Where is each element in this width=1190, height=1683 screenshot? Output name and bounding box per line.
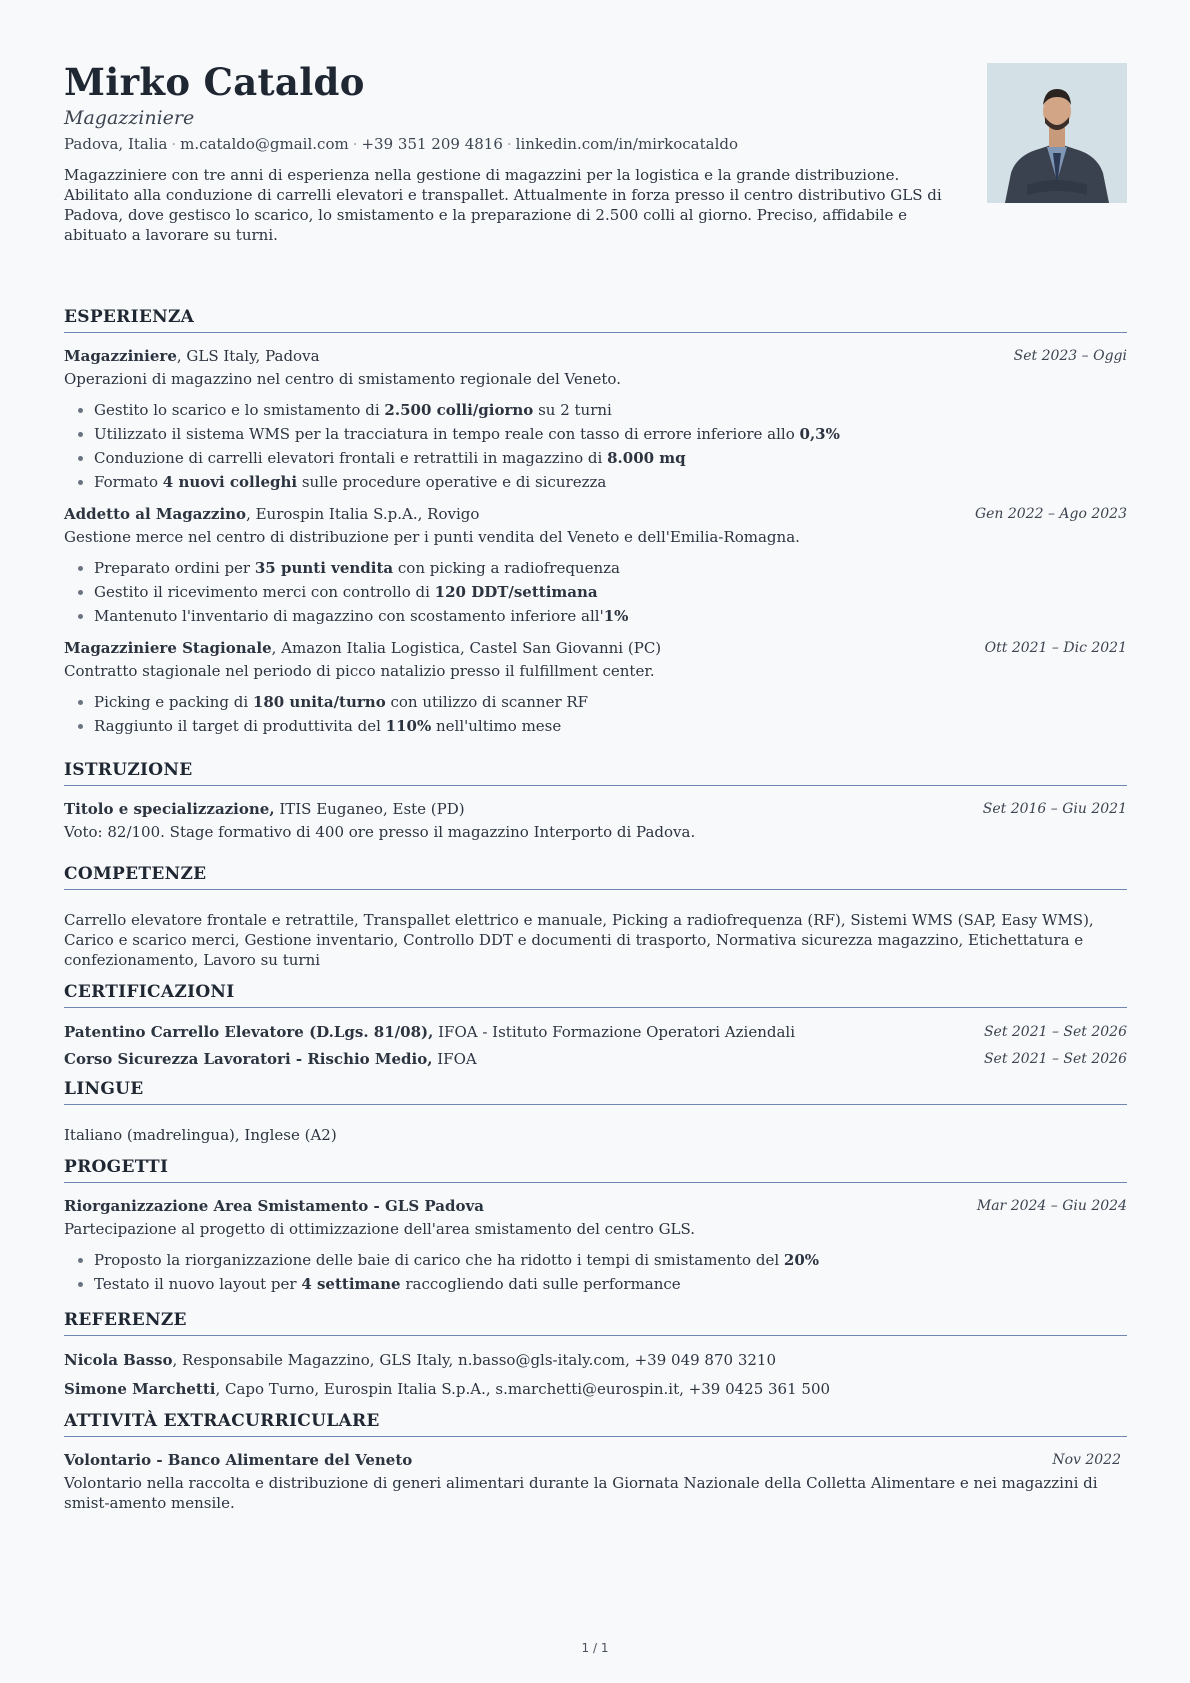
entry-header [64, 638, 1127, 658]
project-description: Partecipazione al progetto di ottimizzazione dell'area smistamento del centro GLS. [64, 1220, 696, 1238]
entry-description: Gestione merce nel centro di distribuzione per i punti vendita del Veneto e dell'Emilia-Romagna. [64, 528, 800, 546]
entry-header [64, 504, 1127, 524]
project-achievements [64, 1248, 1127, 1296]
contact-linkedin[interactable]: linkedin.com/in/mirkocataldo [515, 135, 738, 153]
project-date: Mar 2024 – Giu 2024 [976, 1198, 1127, 1214]
references-section [64, 1310, 1127, 1399]
entry-description: Contratto stagionale nel periodo di picco natalizio presso il fulfillment center. [64, 662, 655, 680]
achievement-item: • Proposto la riorganizzazione delle baie di carico che ha ridotto i tempi di smistamento del 20% [94, 1248, 1127, 1272]
certification-issuer: IFOA - Istituto Formazione Operatori Aziendali [433, 1023, 796, 1041]
achievement-item: • Preparato ordini per 35 punti vendita con picking a radiofrequenza [94, 556, 1127, 580]
entry-description: Voto: 82/100. Stage formativo di 400 ore presso il magazzino Interporto di Padova. [64, 823, 696, 841]
experience-entry [64, 504, 1127, 628]
languages-list: Italiano (madrelingua), Inglese (A2) [64, 1126, 337, 1144]
entry-header [64, 799, 1127, 819]
extracurricular-entry [64, 1450, 1127, 1513]
entry-role: Magazziniere [64, 347, 177, 365]
activity-name: Volontario - Banco Alimentare del Veneto [64, 1451, 413, 1469]
projects-heading: PROGETTI [64, 1157, 1127, 1183]
job-title: Magazziniere [64, 107, 195, 129]
contact-separator: · [171, 135, 177, 153]
skills-list: Carrello elevatore frontale e retrattile, Transpallet elettrico e manuale, Picking a radiofrequenza (RF), Sistemi WMS (SAP, Easy WMS), Carico e scarico merci, Gestione inventario, Controllo DDT e documenti di trasporto, Normativa sicurezza magazzino, Etichettatura e confezionamento, Lavoro su turni [64, 911, 1094, 969]
entry-header [64, 346, 1127, 366]
entry-role: Magazziniere Stagionale [64, 639, 272, 657]
skills-heading: COMPETENZE [64, 864, 1127, 890]
achievement-list [64, 398, 1127, 494]
entry-date: Ott 2021 – Dic 2021 [984, 640, 1127, 656]
activity-description: Volontario nella raccolta e distribuzione di generi alimentari durante la Giornata Nazionale della Colletta Alimentare e nei magazzini di smist-amento mensile. [64, 1474, 1098, 1512]
education-heading: ISTRUZIONE [64, 760, 1127, 786]
entry-school: ITIS Euganeo, Este (PD) [274, 800, 465, 818]
achievement-item: • Utilizzato il sistema WMS per la tracciatura in tempo reale con tasso di errore inferiore allo 0,3% [94, 422, 1127, 446]
references-heading: REFERENZE [64, 1310, 1127, 1336]
certification-date: Set 2021 – Set 2026 [983, 1051, 1127, 1067]
skills-section [64, 864, 1127, 970]
entry-role: Addetto al Magazzino [64, 505, 247, 523]
contact-phone[interactable]: +39 351 209 4816 [361, 135, 503, 153]
education-section [64, 760, 1127, 842]
contact-email[interactable]: m.cataldo@gmail.com [180, 135, 349, 153]
experience-section [64, 307, 1127, 738]
projects-section [64, 1157, 1127, 1296]
entry-degree: Titolo e specializzazione, [64, 800, 275, 818]
project-entry [64, 1196, 1127, 1296]
entry-date: Set 2023 – Oggi [1013, 348, 1127, 364]
experience-entry [64, 346, 1127, 494]
project-name: Riorganizzazione Area Smistamento - GLS Padova [64, 1197, 484, 1215]
languages-section [64, 1079, 1127, 1145]
achievement-item: • Testato il nuovo layout per 4 settimane raccogliendo dati sulle performance [94, 1272, 1127, 1296]
entry-description: Operazioni di magazzino nel centro di smistamento regionale del Veneto. [64, 370, 621, 388]
education-entry [64, 799, 1127, 842]
reference-name: Simone Marchetti [64, 1380, 216, 1398]
contact-location: Padova, Italia [64, 135, 168, 153]
extracurricular-section [64, 1411, 1127, 1513]
contact-line [64, 134, 1127, 154]
entry-organization: , Amazon Italia Logistica, Castel San Giovanni (PC) [271, 639, 662, 657]
achievement-item: • Picking e packing di 180 unita/turno con utilizzo di scanner RF [94, 690, 1127, 714]
activity-date: Nov 2022 [1052, 1452, 1121, 1468]
entry-organization: , Eurospin Italia S.p.A., Rovigo [246, 505, 480, 523]
experience-entry [64, 638, 1127, 738]
certification-item [64, 1022, 1127, 1042]
certifications-section [64, 982, 1127, 1069]
achievement-item: • Raggiunto il target di produttivita del 110% nell'ultimo mese [94, 714, 1127, 738]
certification-issuer: IFOA [432, 1050, 477, 1068]
reference-details: , Capo Turno, Eurospin Italia S.p.A., s.marchetti@eurospin.it, +39 0425 361 500 [215, 1380, 831, 1398]
reference-item [64, 1350, 1127, 1370]
achievement-item: • Gestito lo scarico e lo smistamento di 2.500 colli/giorno su 2 turni [94, 398, 1127, 422]
resume-page [64, 60, 1127, 1523]
achievement-list [64, 556, 1127, 628]
certification-item [64, 1049, 1127, 1069]
reference-details: , Responsabile Magazzino, GLS Italy, n.basso@gls-italy.com, +39 049 870 3210 [172, 1351, 777, 1369]
reference-name: Nicola Basso [64, 1351, 173, 1369]
entry-date: Set 2016 – Giu 2021 [982, 801, 1127, 817]
certification-date: Set 2021 – Set 2026 [983, 1024, 1127, 1040]
achievement-list [64, 690, 1127, 738]
experience-heading: ESPERIENZA [64, 307, 1127, 333]
contact-separator: · [506, 135, 512, 153]
entry-organization: , GLS Italy, Padova [176, 347, 320, 365]
page-number: 1 / 1 [581, 1641, 609, 1655]
reference-item [64, 1379, 1127, 1399]
extracurricular-heading: ATTIVITÀ EXTRACURRICULARE [64, 1411, 1127, 1437]
certification-name: Patentino Carrello Elevatore (D.Lgs. 81/08), [64, 1023, 434, 1041]
achievement-item: • Formato 4 nuovi colleghi sulle procedure operative e di sicurezza [94, 470, 1127, 494]
resume-header [64, 60, 1127, 275]
profile-photo [987, 63, 1127, 203]
achievement-item: • Gestito il ricevimento merci con controllo di 120 DDT/settimana [94, 580, 1127, 604]
candidate-name: Mirko Cataldo [64, 60, 365, 104]
contact-separator: · [352, 135, 358, 153]
languages-heading: LINGUE [64, 1079, 1127, 1105]
achievement-item: • Conduzione di carrelli elevatori frontali e retrattili in magazzino di 8.000 mq [94, 446, 1127, 470]
profile-photo-image [987, 63, 1127, 203]
entry-date: Gen 2022 – Ago 2023 [974, 506, 1127, 522]
profile-summary: Magazziniere con tre anni di esperienza nella gestione di magazzini per la logistica e la grande distribuzione. Abilitato alla conduzione di carrelli elevatori e transpallet. Attualmente in forza presso il centro distributivo GLS di Padova, dove gestisco lo scarico, lo smistamento e la preparazione di 2.500 colli al giorno. Preciso, affidabile e abituato a lavorare su turni. [64, 166, 942, 244]
certification-name: Corso Sicurezza Lavoratori - Rischio Medio, [64, 1050, 433, 1068]
certifications-heading: CERTIFICAZIONI [64, 982, 1127, 1008]
achievement-item: • Mantenuto l'inventario di magazzino con scostamento inferiore all'1% [94, 604, 1127, 628]
